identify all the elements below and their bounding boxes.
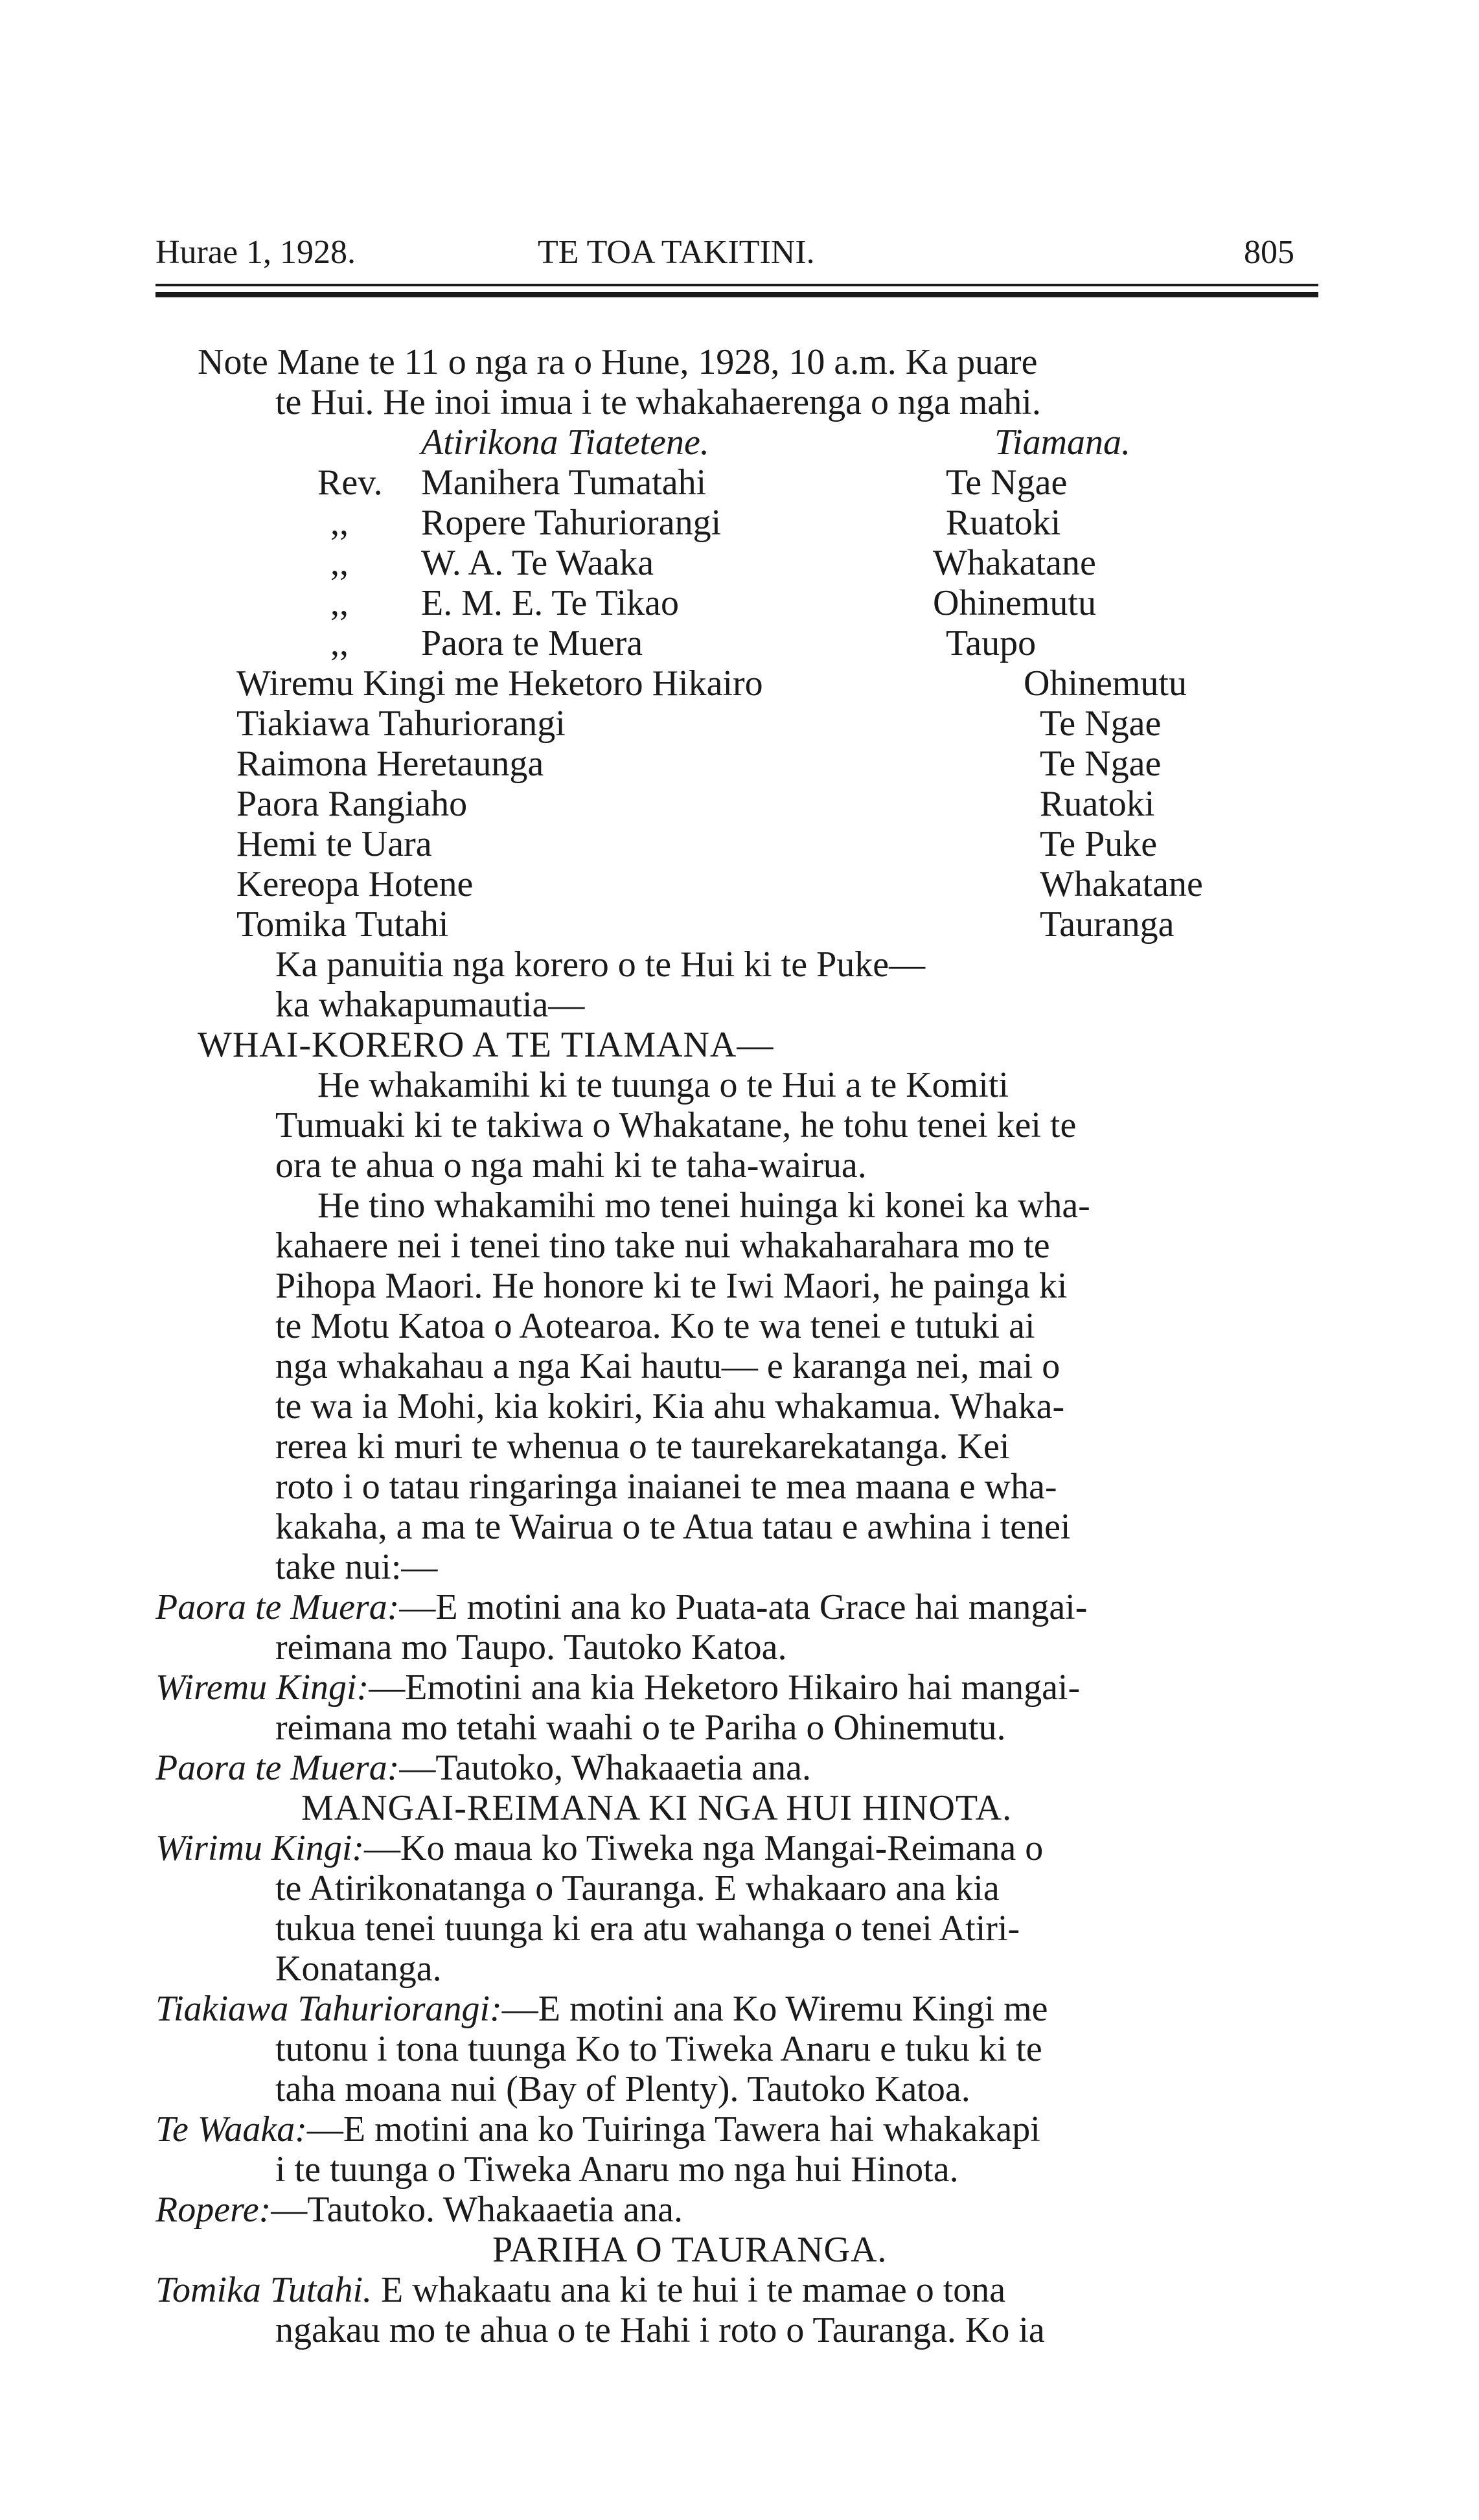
motion-line: i te tuunga o Tiweka Anaru mo nga hui Hinota. (275, 2149, 959, 2190)
motion-speaker: Paora te Muera: (155, 1587, 400, 1627)
header-date: Hurae 1, 1928. (155, 234, 356, 271)
motion-first-line (155, 2109, 1040, 2149)
attendee-name: Hemi te Uara (236, 824, 432, 864)
attendee-prefix: ,, (330, 543, 349, 583)
motion-text: —E motini ana Ko Wiremu Kingi me (501, 1989, 1048, 2029)
motion-speaker: Wiremu Kingi: (155, 1667, 369, 1708)
attendee-place: Te Puke (1040, 824, 1158, 864)
running-header (155, 233, 1318, 279)
motion-speaker: Ropere: (155, 2190, 271, 2230)
motion-line: Konatanga. (275, 1949, 442, 1989)
motion-line: reimana mo tetahi waahi o te Pariha o Ohinemutu. (275, 1708, 1006, 1748)
closing-first-line (155, 2270, 1005, 2310)
attendance-name-header: Atirikona Tiatetene. (421, 422, 709, 463)
speech-line: He whakamihi ki te tuunga o te Hui a te Komiti (317, 1065, 1009, 1105)
attendee-prefix: Rev. (317, 463, 383, 503)
page-number: 805 (1244, 234, 1294, 271)
intro-line: Note Mane te 11 o nga ra o Hune, 1928, 10 a.m. Ka puare (198, 342, 1038, 382)
header-rule-thin (155, 284, 1318, 286)
closing-text: E whakaatu ana ki te hui i te mamae o tona (381, 2270, 1006, 2310)
motion-line: tukua tenei tuunga ki era atu wahanga o tenei Atiri- (275, 1908, 1020, 1949)
motion-text: —E motini ana ko Puata-ata Grace hai mangai- (399, 1587, 1088, 1627)
attendee-name: Kereopa Hotene (236, 864, 474, 904)
minutes-line: Ka panuitia nga korero o te Hui ki te Puke— (275, 945, 926, 985)
attendee-name: Ropere Tahuriorangi (421, 503, 722, 543)
attendee-place: Te Ngae (1040, 704, 1162, 744)
speech-line: te wa ia Mohi, kia kokiri, Kia ahu whakamua. Whaka- (275, 1386, 1065, 1426)
motion-first-line (155, 1989, 1048, 2029)
attendee-name: W. A. Te Waaka (421, 543, 654, 583)
motion-first-line (155, 1748, 811, 1788)
closing-line: ngakau mo te ahua o te Hahi i roto o Tauranga. Ko ia (275, 2310, 1045, 2350)
motion-first-line (155, 2190, 683, 2230)
motion-first-line (155, 1667, 1080, 1708)
attendance-place-header: Tiamana. (994, 422, 1131, 463)
attendee-place: Whakatane (1040, 864, 1203, 904)
speech-line: Pihopa Maori. He honore ki te Iwi Maori, he painga ki (275, 1266, 1068, 1306)
attendee-place: Ruatoki (1040, 784, 1155, 824)
speech-line: take nui:— (275, 1547, 438, 1587)
motion-text: —Emotini ana kia Heketoro Hikairo hai mangai- (369, 1667, 1081, 1708)
section-heading-parish: PARIHA O TAURANGA. (492, 2230, 888, 2270)
motion-first-line (155, 1587, 1087, 1627)
section-heading-delegates: MANGAI-REIMANA KI NGA HUI HINOTA. (301, 1788, 1013, 1828)
attendee-name: Tomika Tutahi (236, 904, 449, 945)
attendee-prefix: ,, (330, 503, 349, 543)
motion-speaker: Tiakiawa Tahuriorangi: (155, 1989, 502, 2029)
header-rule-thick (155, 292, 1318, 297)
attendee-name: Paora te Muera (421, 623, 643, 663)
attendee-place: Ruatoki (946, 503, 1061, 543)
attendee-name: Tiakiawa Tahuriorangi (236, 704, 566, 744)
motion-text: —Tautoko. Whakaaetia ana. (271, 2190, 683, 2230)
motion-speaker: Wirimu Kingi: (155, 1828, 365, 1868)
attendee-name: E. M. E. Te Tikao (421, 583, 679, 623)
attendee-name: Manihera Tumatahi (421, 463, 707, 503)
motion-speaker: Te Waaka: (155, 2109, 307, 2149)
closing-speaker: Tomika Tutahi. (155, 2270, 373, 2310)
attendee-name: Raimona Heretaunga (236, 744, 544, 784)
attendee-place: Tauranga (1040, 904, 1175, 945)
attendee-place: Te Ngae (946, 463, 1068, 503)
speech-line: ora te ahua o nga mahi ki te taha-wairua. (275, 1145, 867, 1186)
attendee-place: Ohinemutu (933, 583, 1096, 623)
motion-line: tutonu i tona tuunga Ko to Tiweka Anaru e tuku ki te (275, 2029, 1042, 2069)
speech-line: kahaere nei i tenei tino take nui whakaharahara mo te (275, 1226, 1050, 1266)
motion-line: taha moana nui (Bay of Plenty). Tautoko Katoa. (275, 2069, 970, 2109)
minutes-line: ka whakapumautia— (275, 985, 585, 1025)
intro-line: te Hui. He inoi imua i te whakahaerenga o nga mahi. (275, 382, 1041, 422)
attendee-prefix: ,, (330, 623, 349, 663)
attendee-name: Paora Rangiaho (236, 784, 468, 824)
attendee-prefix: ,, (330, 583, 349, 623)
motion-line: reimana mo Taupo. Tautoko Katoa. (275, 1627, 787, 1667)
speech-line: nga whakahau a nga Kai hautu— e karanga nei, mai o (275, 1346, 1061, 1386)
speech-line: Tumuaki ki te takiwa o Whakatane, he tohu tenei kei te (275, 1105, 1077, 1145)
motion-text: —Ko maua ko Tiweka nga Mangai-Reimana o (364, 1828, 1044, 1868)
attendee-name: Wiremu Kingi me Heketoro Hikairo (236, 663, 763, 704)
speech-line: te Motu Katoa o Aotearoa. Ko te wa tenei e tutuki ai (275, 1306, 1035, 1346)
motion-first-line (155, 1828, 1043, 1868)
speech-line: roto i o tatau ringaringa inaianei te mea maana e wha- (275, 1467, 1057, 1507)
motion-line: te Atirikonatanga o Tauranga. E whakaaro ana kia (275, 1868, 1000, 1908)
speech-line: He tino whakamihi mo tenei huinga ki konei ka wha- (317, 1186, 1090, 1226)
attendee-place: Whakatane (933, 543, 1096, 583)
attendee-place: Ohinemutu (1024, 663, 1187, 704)
attendee-place: Taupo (946, 623, 1037, 663)
header-title: TE TOA TAKITINI. (538, 234, 815, 271)
attendee-place: Te Ngae (1040, 744, 1162, 784)
speech-line: kakaha, a ma te Wairua o te Atua tatau e awhina i tenei (275, 1507, 1071, 1547)
motion-text: —E motini ana ko Tuiringa Tawera hai whakakapi (306, 2109, 1040, 2149)
motion-speaker: Paora te Muera: (155, 1748, 400, 1788)
motion-text: —Tautoko, Whakaaetia ana. (399, 1748, 812, 1788)
speech-line: rerea ki muri te whenua o te taurekarekatanga. Kei (275, 1426, 1010, 1467)
section-heading-chairman: WHAI-KORERO A TE TIAMANA— (198, 1025, 774, 1065)
